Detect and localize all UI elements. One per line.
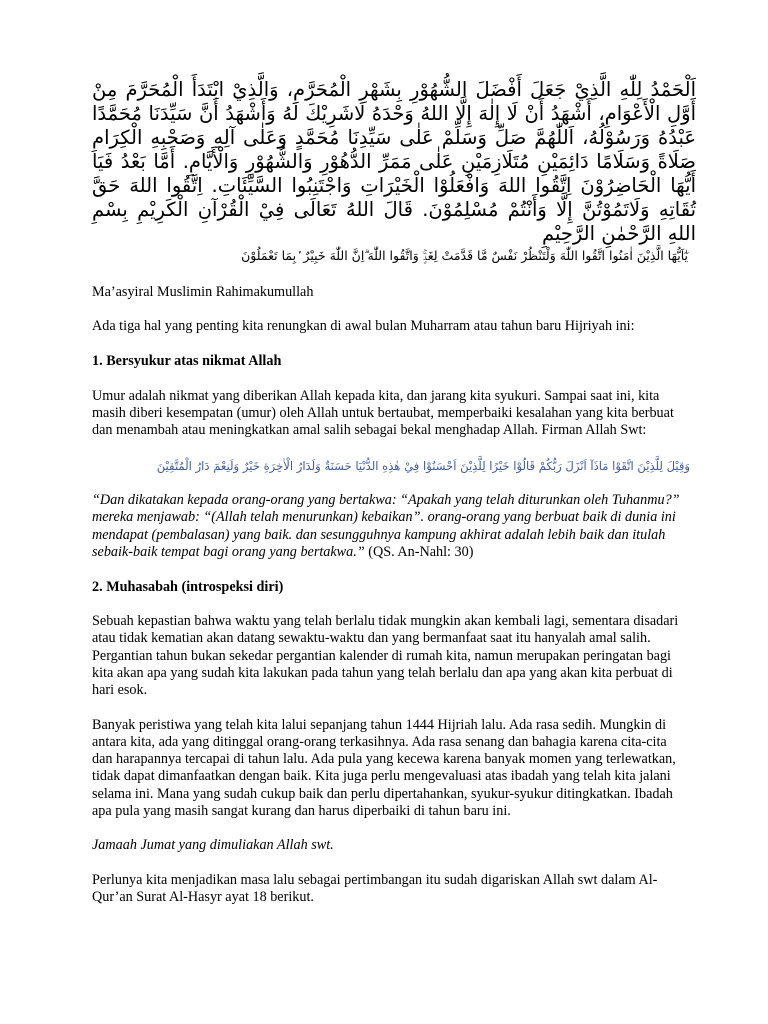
arabic-quran-verse-al-hasyr: يٰٓاَيُّهَا الَّذِيْنَ اٰمَنُوا اتَّقُوا اللّٰهَ وَلْتَنْظُرْ نَفْسٌ مَّا قَدَّمَتْ لِغَدٍۚ وَاتَّقُوا اللّٰهَ ۗاِنَّ اللّٰهَ خَبِيْرٌ ۢبِمَا تَعْمَلُوْنَ <box>241 248 688 263</box>
section-heading-1: 1. Bersyukur atas nikmat Allah <box>92 352 282 369</box>
arabic-opening-prayer: اَلْحَمْدُ لِلّٰهِ الَّذِيْ جَعَلَ أَفْضَلَ الشُّهُوْرِ بِشَهْرِ الْمُحَرَّمِ، وَالَّذِيْ ابْتَدَأَ الْمُحَرَّمَ مِنْ أَوَّلِ الْأَعْوَامِ، أَشْهَدُ أَنْ لَا إِلٰهَ إِلَّا اللهُ وَحْدَهُ لَاشَرِيْكَ لَهُ وَأَشْهَدُ أَنَّ سَيِّدَنَا مُحَمَّدًا عَبْدُهُ وَرَسُوْلُهُ، اَللّٰهُمَّ صَلِّ وَسَلِّمْ عَلٰى سَيِّدِنَا مُحَمَّدٍ وَعَلٰى آلِهِ وَصَحْبِهِ الْكِرَامِ صَلَاةً وَسَلَامًا دَائِمَيْنِ مُتَلَازِمَيْنِ عَلٰى مَمَرِّ الدُّهُوْرِ وَالشُّهُوْرِ وَالْأَيَّامِ. أَمَّا بَعْدُ فَيَا أَيُّهَا الْحَاضِرُوْنَ اِتَّقُوا اللهَ وَافْعَلُوْا الْخَيْرَاتِ وَاجْتَنِبُوا السَّيِّئَاتِ. اِتَّقُوا اللهَ حَقَّ تُقَاتِهِ وَلَاتَمُوْتُنَّ إِلَّا وَأَنْتُمْ مُسْلِمُوْنَ. قَالَ اللهُ تَعَالَى فِيْ الْقُرْآنِ الْكَرِيْمِ بِسْمِ اللهِ الرَّحْمٰنِ الرَّحِيْمِ <box>92 78 696 245</box>
paragraph-1: Umur adalah nikmat yang diberikan Allah kepada kita, dan jarang kita syukuri. Sampai saat ini, kita masih diberi kesempatan (umur) oleh Allah untuk bertaubat, memperbaiki kesalahan yang kita berbuat dan menambah atau meningkatkan amal salih sebagai bekal menghadap Allah. Firman Allah Swt: <box>92 387 674 439</box>
paragraph-3: Banyak peristiwa yang telah kita lalui sepanjang tahun 1444 Hijriah lalu. Ada rasa sedih. Mungkin di antara kita, ada yang ditinggal orang-orang terkasihnya. Ada rasa senang dan bahagia karena cita-cita dan harapannya tercapai di tahun lalu. Ada pula yang kecewa karena banyak momen yang terlewatkan, tidak dapat dimanfaatkan dengan baik. Kita juga perlu mengevaluasi atas ibadah yang telah kita jalani selama ini. Mana yang sudah cukup baik dan perlu dipertahankan, syukur-syukur ditingkatkan. Ibadah apa pula yang masih sangat kurang dan harus diperbaiki di tahun baru ini. <box>92 716 676 819</box>
paragraph-2: Sebuah kepastian bahwa waktu yang telah berlalu tidak mungkin akan kembali lagi, sementara disadari atau tidak kematian akan datang sewaktu-waktu dan yang bermanfaat saat itu hanyalah amal salih. Pergantian tahun bukan sekedar pergantian kalender di rumah kita, namun merupakan peringatan bagi kita akan apa yang sudah kita lakukan pada tahun yang telah berlalu dan apa yang akan kita perbuat di hari esok. <box>92 613 679 699</box>
intro-paragraph: Ada tiga hal yang penting kita renungkan di awal bulan Muharram atau tahun baru Hijriyah ini: <box>92 318 635 335</box>
paragraph-4: Perlunya kita menjadikan masa lalu sebagai pertimbangan itu sudah digariskan Allah swt dalam Al-Qur’an Surat Al-Hasyr ayat 18 berikut. <box>92 872 658 906</box>
congregation-address: Jamaah Jumat yang dimuliakan Allah swt. <box>92 837 334 854</box>
translation-text: “Dan dikatakan kepada orang-orang yang bertakwa: “Apakah yang telah diturunkan oleh Tuhanmu?” mereka menjawab: “(Allah telah menurunkan) kebaikan”. orang-orang yang berbuat baik di dunia ini mendapat (pembalasan) yang baik. dan sesungguhnya kampung akhirat adalah lebih baik dan itulah sebaik-baik tempat bagi orang yang bertakwa.” <box>92 492 680 560</box>
greeting-line: Ma’asyiral Muslimin Rahimakumullah <box>92 283 314 300</box>
arabic-verse-an-nahl: وَقِيْلَ لِلَّذِيْنَ اتَّقَوْا مَاذَآ اَنْزَلَ رَبُّكُمْ قَالُوْا خَيْرًا لِلَّذِيْنَ اَحْسَنُوْا فِيْ هٰذِهِ الدُّنْيَا حَسَنَةٌ وَلَدَارُ الْاٰخِرَةِ خَيْرٌ وَلَنِعْمَ دَارُ الْمُتَّقِيْنَ <box>156 458 690 473</box>
section-heading-2: 2. Muhasabah (introspeksi diri) <box>92 578 284 595</box>
translation-citation: (QS. An-Nahl: 30) <box>364 543 474 560</box>
verse-translation <box>92 492 686 561</box>
